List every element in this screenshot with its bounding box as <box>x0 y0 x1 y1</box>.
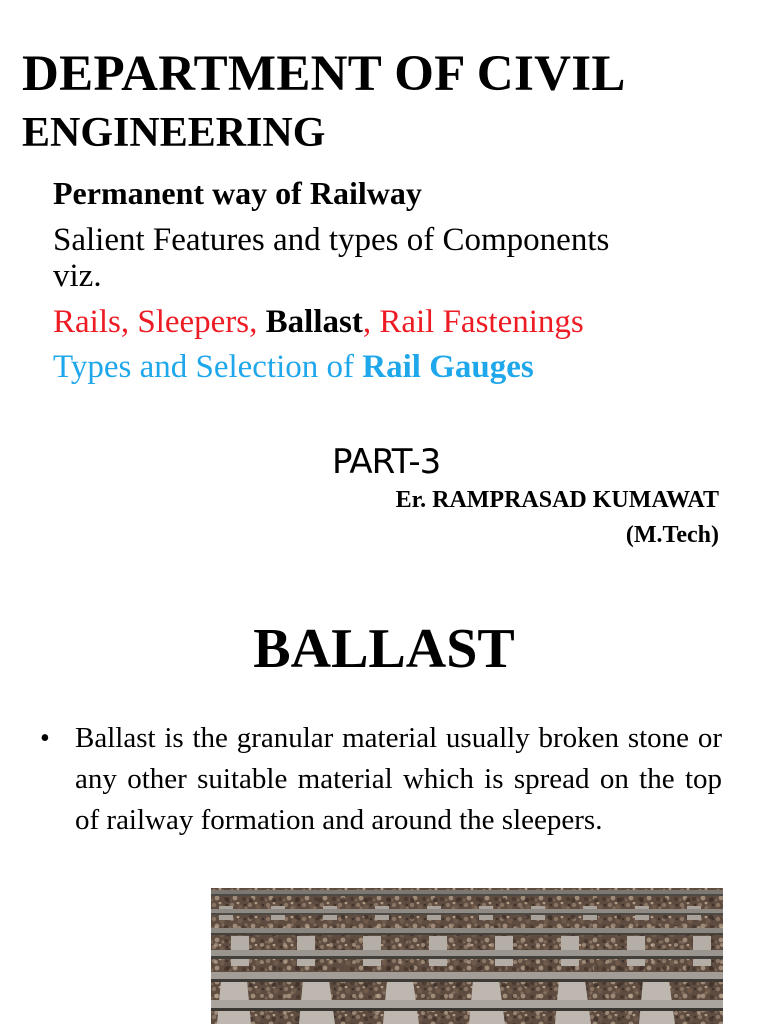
subtitle-line2: viz. <box>53 258 102 294</box>
gauges-line <box>53 346 534 388</box>
subtitle-line1: Salient Features and types of Components <box>53 222 610 258</box>
author-degree: (M.Tech) <box>625 522 719 548</box>
photo-icon <box>211 888 723 1024</box>
gauges-prefix: Types and Selection of <box>53 349 363 385</box>
topic-heading: Permanent way of Railway <box>53 175 422 211</box>
gauges-highlight: Rail Gauges <box>362 349 534 385</box>
bullet-icon: • <box>40 723 50 754</box>
part-label: PART-3 <box>332 442 441 482</box>
bullet-item <box>40 718 722 841</box>
components-list <box>53 301 584 343</box>
author-name: Er. RAMPRASAD KUMAWAT <box>395 487 719 513</box>
railway-track-photo <box>211 888 723 1024</box>
components-rails-sleepers: Rails, Sleepers, <box>53 304 266 340</box>
components-ballast: Ballast <box>265 304 363 340</box>
department-title-line2: ENGINEERING <box>22 110 326 156</box>
section-title: BALLAST <box>253 618 515 680</box>
department-title-line1: DEPARTMENT OF CIVIL <box>22 46 626 102</box>
bullet-text: Ballast is the granular material usually broken stone or any other suitable material which is spread on the top of railway formation and around the sleepers. <box>75 722 722 836</box>
components-rail-fastenings: , Rail Fastenings <box>362 304 584 340</box>
